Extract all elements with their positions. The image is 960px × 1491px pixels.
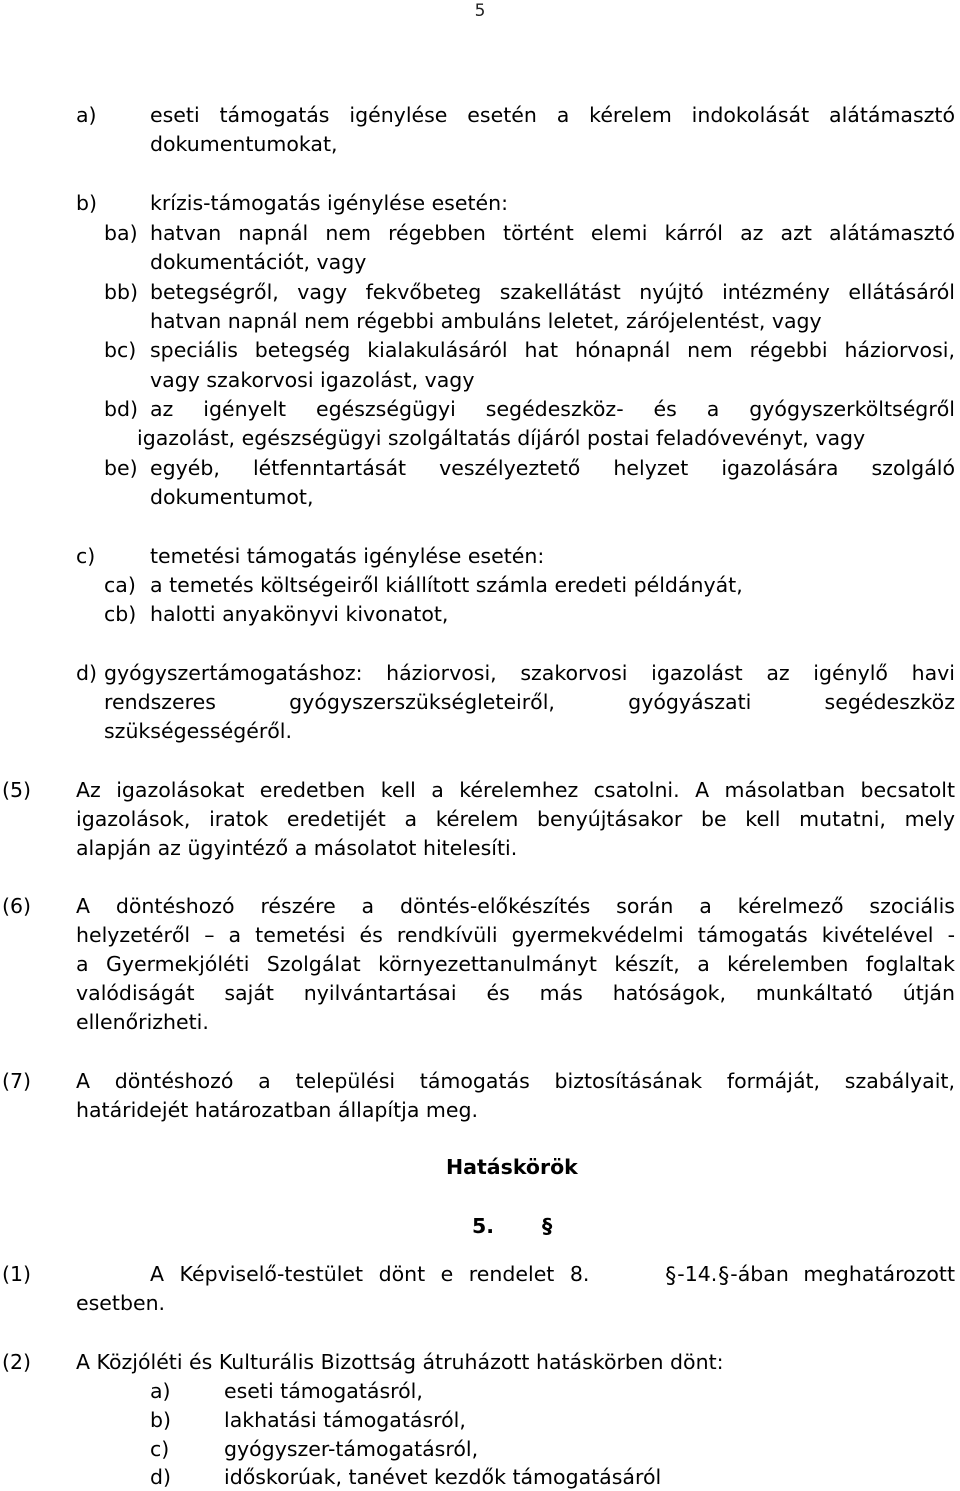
paragraph-line: alapján az ügyintéző a másolatot hitelesíti.: [76, 836, 518, 860]
paragraph-line: A döntéshozó a települési támogatás biztosításának formáját, szabályait,: [76, 1069, 955, 1093]
subitem-label: bd): [104, 397, 139, 421]
paragraph-line: ellenőrizheti.: [76, 1010, 209, 1034]
text-part: -14.: [677, 1262, 718, 1286]
section-heading: Hatáskörök: [446, 1155, 578, 1179]
paragraph-line: igazolások, iratok eredetijét a kérelem benyújtásakor be kell mutatni, mely: [76, 807, 955, 831]
paragraph-line: esetben.: [76, 1291, 166, 1315]
paragraph-line: Az igazolásokat eredetben kell a kérelemhez csatolni. A másolatban becsatolt: [76, 778, 955, 802]
paragraph-line: [150, 1261, 955, 1289]
item-text-line: szükségességéről.: [104, 719, 293, 743]
subitem-text-line: dokumentációt, vagy: [150, 250, 367, 274]
subitem-text-line: hatvan napnál nem régebben történt elemi kárról az azt alátámasztó: [150, 221, 955, 245]
paragraph-label: (6): [2, 894, 32, 918]
text-part: A Képviselő-testület dönt e rendelet 8.: [150, 1262, 590, 1286]
item-label: c): [76, 544, 96, 568]
subitem-text-line: hatvan napnál nem régebbi ambuláns leletet, zárójelentést, vagy: [150, 309, 822, 333]
item-label: b): [76, 191, 98, 215]
paragraph-label: (7): [2, 1069, 32, 1093]
subitem-text-line: halotti anyakönyvi kivonatot,: [150, 602, 449, 626]
text-part: -ában meghatározott: [730, 1262, 955, 1286]
subitem-text-line: speciális betegség kialakulásáról hat hónapnál nem régebbi háziorvosi,: [150, 338, 955, 362]
paragraph-line: határidejét határozatban állapítja meg.: [76, 1098, 479, 1122]
section-sign: §: [665, 1264, 677, 1289]
list-item-text: időskorúak, tanévet kezdők támogatásáról: [224, 1465, 662, 1489]
subitem-label: bb): [104, 280, 139, 304]
item-text-line: eseti támogatás igénylése esetén a kérelem indokolását alátámasztó: [150, 103, 955, 127]
page-number: 5: [474, 1, 486, 21]
subitem-text-line: betegségről, vagy fekvőbeteg szakellátást nyújtó intézmény ellátásáról: [150, 280, 955, 304]
list-item-label: b): [150, 1408, 172, 1432]
subitem-text-line: igazolást, egészségügyi szolgáltatás díjáról postai feladóvevényt, vagy: [137, 426, 866, 450]
list-item-label: c): [150, 1437, 170, 1461]
list-item-text: gyógyszer-támogatásról,: [224, 1437, 479, 1461]
item-label: a): [76, 103, 97, 127]
item-text-line: rendszeres gyógyszerszükségleteiről, gyógyászati segédeszköz: [104, 690, 955, 714]
list-item-text: lakhatási támogatásról,: [224, 1408, 466, 1432]
list-item-label: d): [150, 1465, 172, 1489]
paragraph-line: A Közjóléti és Kulturális Bizottság átruházott hatáskörben dönt:: [76, 1350, 724, 1374]
subitem-label: cb): [104, 602, 137, 626]
item-label: d): [76, 661, 98, 685]
list-item-text: eseti támogatásról,: [224, 1379, 423, 1403]
paragraph-line: A döntéshozó részére a döntés-előkészítés során a kérelmező szociális: [76, 894, 955, 918]
subitem-text-line: vagy szakorvosi igazolást, vagy: [150, 368, 475, 392]
subitem-label: ba): [104, 221, 138, 245]
subitem-text-line: dokumentumot,: [150, 485, 314, 509]
paragraph-line: a Gyermekjóléti Szolgálat környezettanulmányt készít, a kérelemben foglaltak: [76, 952, 955, 976]
section-sign: §: [542, 1214, 553, 1238]
subitem-text-line: egyéb, létfenntartását veszélyeztető helyzet igazolására szolgáló: [150, 456, 955, 480]
item-text-line: temetési támogatás igénylése esetén:: [150, 544, 545, 568]
subitem-label: bc): [104, 338, 137, 362]
subitem-text-line: a temetés költségeiről kiállított számla eredeti példányát,: [150, 573, 743, 597]
paragraph-line: helyzetéről – a temetési és rendkívüli gyermekvédelmi támogatás kivételével -: [76, 923, 955, 947]
paragraph-label: (2): [2, 1350, 32, 1374]
item-text-line: gyógyszertámogatáshoz: háziorvosi, szakorvosi igazolást az igénylő havi: [104, 661, 955, 685]
subitem-label: ca): [104, 573, 136, 597]
list-item-label: a): [150, 1379, 171, 1403]
section-number: 5.: [472, 1214, 495, 1238]
text-part: [664, 1261, 955, 1289]
subitem-text-line: az igényelt egészségügyi segédeszköz- és a gyógyszerköltségről: [150, 397, 955, 421]
paragraph-line: valódiságát saját nyilvántartásai és más hatóságok, munkáltató útján: [76, 981, 955, 1005]
paragraph-label: (1): [2, 1262, 32, 1286]
subitem-label: be): [104, 456, 138, 480]
paragraph-label: (5): [2, 778, 32, 802]
item-text-line: dokumentumokat,: [150, 132, 338, 156]
section-sign: §: [718, 1264, 730, 1289]
item-text-line: krízis-támogatás igénylése esetén:: [150, 191, 509, 215]
